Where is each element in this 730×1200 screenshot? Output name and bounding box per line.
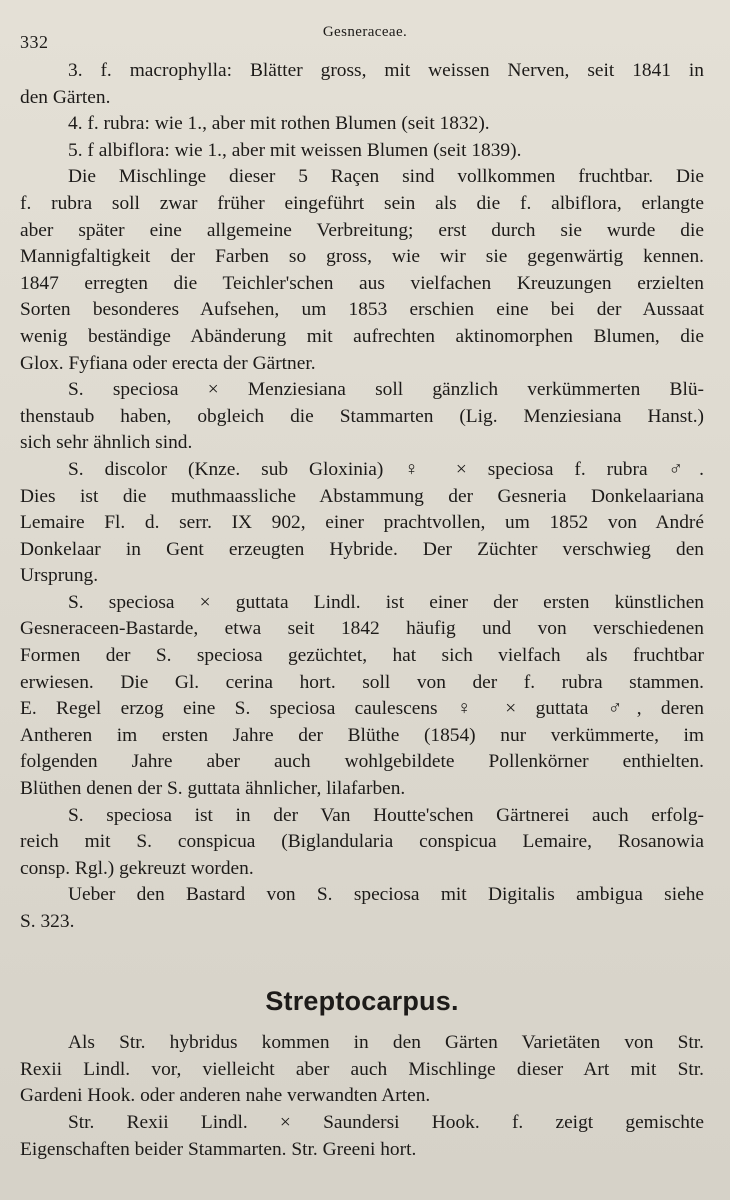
paragraph <box>20 1110 704 1163</box>
text-line: aber später eine allgemeine Verbreitung; erst durch sie wurde die <box>20 219 704 241</box>
text-line: Sorten besonderes Aufsehen, um 1853 erschien eine bei der Aussaat <box>20 299 704 321</box>
text-line: consp. Rgl.) gekreuzt worden. <box>20 857 254 879</box>
text-line: Eigenschaften beider Stammarten. Str. Greeni hort. <box>20 1138 417 1160</box>
text-line: Mannigfaltigkeit der Farben so gross, wie wir sie gegenwärtig kennen. <box>20 246 704 268</box>
section-heading: Streptocarpus. <box>265 985 459 1016</box>
page-header <box>0 20 730 50</box>
text-line: 1847 erregten die Teichler'schen aus vielfachen Kreuzungen erzielten <box>20 272 704 294</box>
text-line: 3. f. macrophylla: Blätter gross, mit weissen Nerven, seit 1841 in <box>68 60 704 81</box>
text-line: thenstaub haben, obgleich die Stammarten (Lig. Menziesiana Hanst.) <box>20 405 704 427</box>
text-line: Als Str. hybridus kommen in den Gärten Varietäten von Str. <box>68 1032 704 1054</box>
text-line: Blüthen denen der S. guttata ähnlicher, lilafarben. <box>20 778 406 800</box>
text-line: Gardeni Hook. oder anderen nahe verwandten Arten. <box>20 1085 431 1107</box>
paragraph <box>20 111 704 138</box>
text-line: Ursprung. <box>20 565 99 587</box>
text-line: Ueber den Bastard von S. speciosa mit Digitalis ambigua siehe <box>68 884 704 906</box>
paragraph <box>20 138 704 165</box>
text-line: S. speciosa ist in der Van Houtte'schen Gärtnerei auch erfolg- <box>68 804 704 826</box>
text-line: Formen der S. speciosa gezüchtet, hat sich vielfach als fruchtbar <box>20 645 704 667</box>
paragraph <box>20 457 704 590</box>
text-line: sich sehr ähnlich sind. <box>20 432 193 454</box>
text-line: S. 323. <box>20 911 75 932</box>
text-line: Glox. Fyfiana oder erecta der Gärtner. <box>20 352 316 374</box>
section-body <box>20 1030 704 1163</box>
text-line: Gesneraceen-Bastarde, etwa seit 1842 häufig und von verschiedenen <box>20 618 704 640</box>
paragraph <box>20 803 704 883</box>
text-line: Donkelaar in Gent erzeugten Hybride. Der Züchter verschwieg den <box>20 538 704 560</box>
text-line: 4. f. rubra: wie 1., aber mit rothen Blumen (seit 1832). <box>68 113 490 135</box>
paragraph <box>20 1030 704 1110</box>
text-line: folgenden Jahre aber auch wohlgebildete Pollenkörner enthielten. <box>20 751 704 773</box>
text-line: Dies ist die muthmaassliche Abstammung der Gesneria Donkelaariana <box>20 485 704 507</box>
text-line: S. discolor (Knze. sub Gloxinia) ♀ × speciosa f. rubra ♂. <box>68 458 704 480</box>
text-line: reich mit S. conspicua (Biglandularia conspicua Lemaire, Rosanowia <box>20 831 704 853</box>
running-title: Gesneraceae. <box>322 24 408 40</box>
text-line: S. speciosa × Menziesiana soll gänzlich verkümmerten Blü- <box>68 379 704 401</box>
paragraph <box>20 377 704 457</box>
paragraph <box>20 590 704 803</box>
paragraph <box>20 164 704 377</box>
text-line: S. speciosa × guttata Lindl. ist einer der ersten künstlichen <box>68 591 704 613</box>
text-line: f. rubra soll zwar früher eingeführt sein als die f. albiflora, erlangte <box>20 192 704 214</box>
text-line: wenig beständige Abänderung mit aufrechten aktinomorphen Blumen, die <box>20 325 704 347</box>
paragraph <box>20 882 704 935</box>
text-line: erwiesen. Die Gl. cerina hort. soll von der f. rubra stammen. <box>20 671 704 693</box>
text-line: Lemaire Fl. d. serr. IX 902, einer prachtvollen, um 1852 von André <box>20 512 704 534</box>
page-number: 332 <box>20 32 49 52</box>
text-line: E. Regel erzog eine S. speciosa caulescens ♀ × guttata ♂, deren <box>20 698 704 720</box>
text-line: Die Mischlinge dieser 5 Raçen sind vollkommen fruchtbar. Die <box>68 166 704 188</box>
text-line: Antheren im ersten Jahre der Blüthe (1854) nur verkümmerte, im <box>20 724 704 746</box>
body-text <box>20 58 704 1163</box>
text-line: Rexii Lindl. vor, vielleicht aber auch Mischlinge dieser Art mit Str. <box>20 1058 704 1080</box>
paragraph <box>20 58 704 111</box>
text-line: Str. Rexii Lindl. × Saundersi Hook. f. zeigt gemischte <box>68 1111 704 1133</box>
text-line: den Gärten. <box>20 86 111 108</box>
text-line: 5. f albiflora: wie 1., aber mit weissen Blumen (seit 1839). <box>68 139 522 161</box>
